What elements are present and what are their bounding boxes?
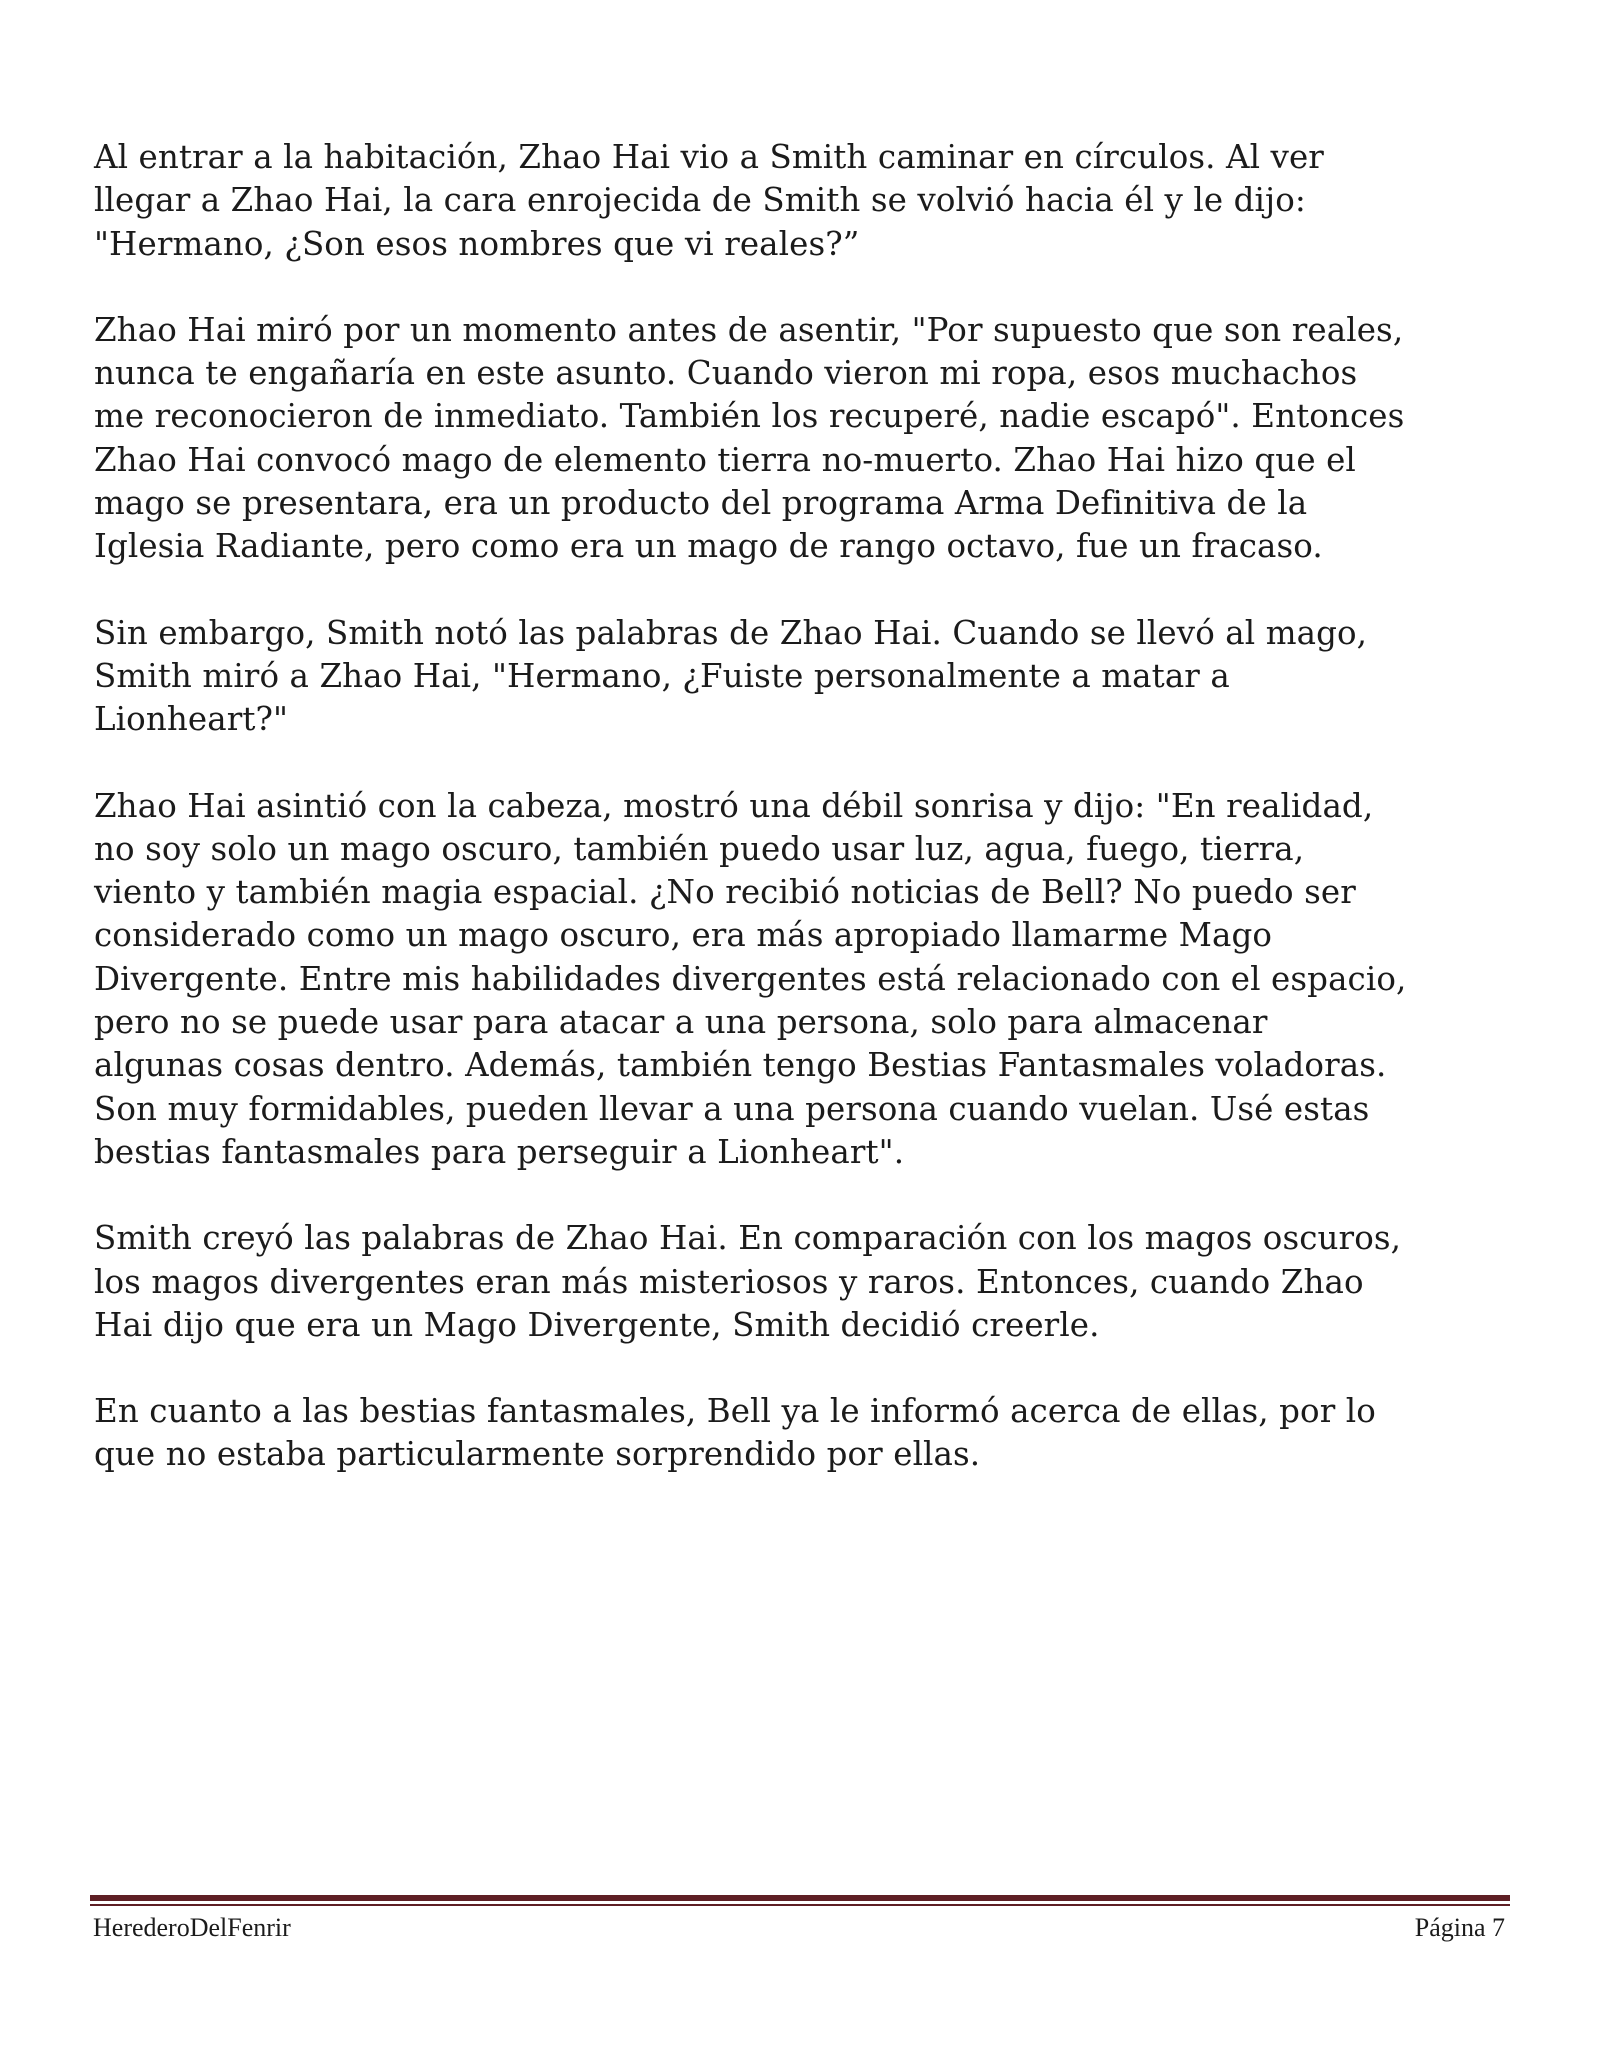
paragraph: Al entrar a la habitación, Zhao Hai vio a Smith caminar en círculos. Al ver llegar a Zhao Hai, la cara enrojecida de Smith se volvió hacia él y le dijo: "Hermano, ¿Son esos nombres que vi reales?”	[94, 138, 1324, 263]
footer-page-number: Página 7	[1414, 1913, 1505, 1942]
paragraph: Smith creyó las palabras de Zhao Hai. En comparación con los magos oscuros, los magos divergentes eran más misteriosos y raros. Entonces, cuando Zhao Hai dijo que era un Mago Divergente, Smith decidió creerle.	[94, 1219, 1402, 1344]
paragraph: Sin embargo, Smith notó las palabras de Zhao Hai. Cuando se llevó al mago, Smith miró a Zhao Hai, "Hermano, ¿Fuiste personalmente a matar a Lionheart?"	[94, 613, 1368, 739]
paragraph: En cuanto a las bestias fantasmales, Bell ya le informó acerca de ellas, por lo que no estaba particularmente sorprendido por ellas.	[94, 1392, 1376, 1474]
footer-author: HerederoDelFenrir	[93, 1913, 291, 1942]
paragraph: Zhao Hai asintió con la cabeza, mostró una débil sonrisa y dijo: "En realidad, no soy solo un mago oscuro, también puedo usar luz, agua, fuego, tierra, viento y también magia espacial. ¿No recibió noticias de Bell? No puedo ser considerado como un mago oscuro, era más apropiado llamarme Mago Divergente. Entre mis habilidades divergentes está relacionado con el espacio, pero no se puede usar para atacar a una persona, solo para almacenar algunas cosas dentro. Además, también tengo Bestias Fantasmales voladoras. Son muy formidables, pueden llevar a una persona cuando vuelan. Usé estas bestias fantasmales para perseguir a Lionheart".	[94, 786, 1407, 1171]
footer-divider-thin	[90, 1904, 1510, 1906]
page-body	[94, 136, 1534, 1520]
footer-divider	[90, 1895, 1510, 1907]
footer-divider-thick	[90, 1895, 1510, 1901]
paragraph: Zhao Hai miró por un momento antes de asentir, "Por supuesto que son reales, nunca te engañaría en este asunto. Cuando vieron mi ropa, esos muchachos me reconocieron de inmediato. También los recuperé, nadie escapó". Entonces Zhao Hai convocó mago de elemento tierra no-muerto. Zhao Hai hizo que el mago se presentara, era un producto del programa Arma Definitiva de la Iglesia Radiante, pero como era un mago de rango octavo, fue un fracaso.	[94, 310, 1405, 566]
